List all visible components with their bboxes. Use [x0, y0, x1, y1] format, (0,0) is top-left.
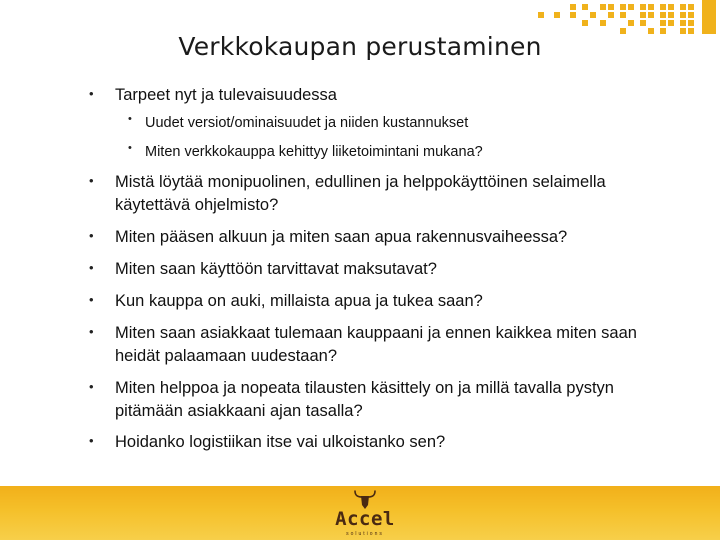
bullet-icon: •	[89, 86, 94, 101]
logo-tagline: solutions	[346, 531, 384, 537]
list-item-text: Kun kauppa on auki, millaista apua ja tukea saan?	[115, 292, 483, 310]
list-item-text: Miten pääsen alkuun ja miten saan apua rakennusvaiheessa?	[115, 228, 568, 246]
list-item-text: Tarpeet nyt ja tulevaisuudessa	[115, 86, 337, 104]
sub-list-item-text: Uudet versiot/ominaisuudet ja niiden kustannukset	[145, 115, 469, 131]
list-item-text: Mistä löytää monipuolinen, edullinen ja helppokäyttöinen selaimella käytettävä ohjelmisto?	[115, 173, 606, 214]
accel-logo	[310, 488, 420, 540]
bullet-icon: •	[128, 113, 132, 125]
bullet-icon: •	[89, 379, 94, 394]
bullet-icon: •	[89, 173, 94, 188]
list-item-text: Miten saan käyttöön tarvittavat maksutavat?	[115, 260, 437, 278]
slide-title: Verkkokaupan perustaminen	[178, 32, 542, 61]
bull-head-icon	[352, 488, 378, 510]
bullet-icon: •	[89, 324, 94, 339]
list-item-text: Hoidanko logistiikan itse vai ulkoistanko sen?	[115, 433, 446, 451]
bullet-icon: •	[89, 433, 94, 448]
sub-list-item-text: Miten verkkokauppa kehittyy liiketoimintani mukana?	[145, 144, 483, 160]
list-item-text: Miten saan asiakkaat tulemaan kauppaani ja ennen kaikkea miten saan heidät palaamaan uudestaan?	[115, 324, 637, 365]
bullet-icon: •	[89, 260, 94, 275]
bullet-icon: •	[89, 292, 94, 307]
list-item-text: Miten helppoa ja nopeata tilausten käsittely on ja millä tavalla pystyn pitämään asiakkaani ajan tasalla?	[115, 379, 614, 420]
logo-name: Accel	[335, 508, 395, 530]
bullet-icon: •	[128, 142, 132, 154]
bullet-icon: •	[89, 228, 94, 243]
